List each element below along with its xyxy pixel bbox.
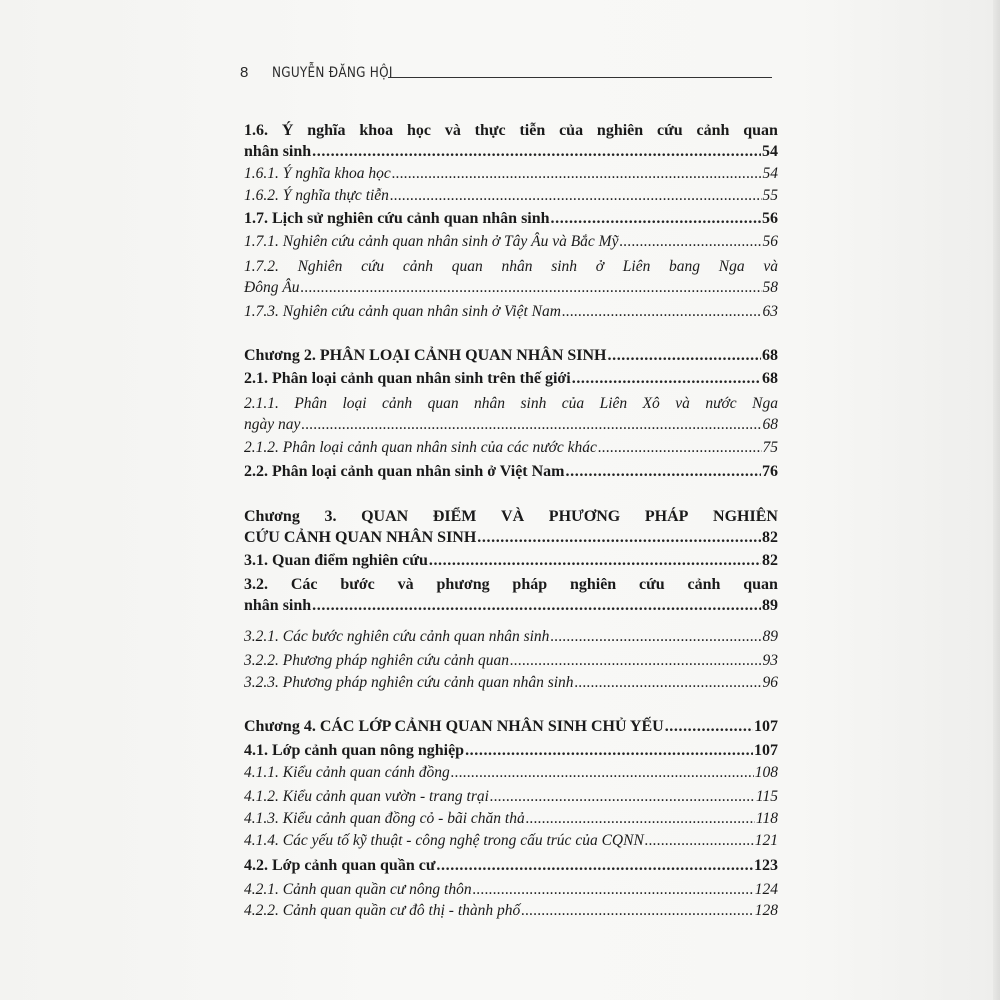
dot-leader <box>312 141 761 162</box>
dot-leader <box>575 672 762 693</box>
dot-leader <box>550 626 761 647</box>
toc-entry-page: 63 <box>762 303 778 320</box>
toc-entry-title: 4.2.2. Cảnh quan quần cư đô thị - thành phố <box>244 902 521 919</box>
toc-entry-page: 82 <box>762 552 778 569</box>
toc-entry <box>244 461 778 482</box>
toc-entry <box>244 716 778 737</box>
toc-entry-page: 115 <box>755 788 778 805</box>
toc-entry <box>244 437 778 458</box>
dot-leader <box>392 163 762 184</box>
toc-entry <box>244 393 778 435</box>
toc-entry-page: 89 <box>762 628 778 645</box>
toc-entry-title: 3.2.2. Phương pháp nghiên cứu cảnh quan <box>244 652 509 669</box>
toc-entry <box>244 231 778 252</box>
toc-entry <box>244 208 778 229</box>
toc-entry-title: 4.1. Lớp cảnh quan nông nghiệp <box>244 742 465 759</box>
toc-entry-title: 4.1.2. Kiểu cảnh quan vườn - trang trại <box>244 788 489 805</box>
toc-entry-page: 124 <box>754 881 778 898</box>
toc-entry <box>244 626 778 647</box>
dot-leader <box>473 879 754 900</box>
toc-entry <box>244 256 778 298</box>
toc-entry <box>244 808 778 829</box>
toc-entry-page: 107 <box>754 718 778 735</box>
toc-entry-page: 58 <box>762 279 778 296</box>
toc-entry <box>244 550 778 571</box>
toc-entry-page: 89 <box>762 597 778 614</box>
dot-leader <box>526 808 755 829</box>
toc-entry-title: 2.1.2. Phân loại cảnh quan nhân sinh của các nước khác <box>244 439 597 456</box>
toc-entry-title: Chương 2. PHÂN LOẠI CẢNH QUAN NHÂN SINH <box>244 347 607 364</box>
toc-entry <box>244 786 778 807</box>
dot-leader <box>477 527 761 548</box>
toc-entry-page: 82 <box>762 529 778 546</box>
dot-leader <box>390 185 762 206</box>
dot-leader <box>572 368 761 389</box>
toc-entry-title: Đông Âu <box>244 279 300 296</box>
toc-entry <box>244 762 778 783</box>
toc-entry-page: 56 <box>762 210 778 227</box>
toc-entry <box>244 672 778 693</box>
toc-entry <box>244 120 778 162</box>
toc-entry-title: Chương 4. CÁC LỚP CẢNH QUAN NHÂN SINH CHỦ YẾU <box>244 718 664 735</box>
dot-leader <box>665 716 753 737</box>
toc-entry-page: 93 <box>762 652 778 669</box>
toc-entry-title: 1.7.1. Nghiên cứu cảnh quan nhân sinh ở Tây Âu và Bắc Mỹ <box>244 233 619 250</box>
dot-leader <box>301 414 761 435</box>
dot-leader <box>301 277 762 298</box>
dot-leader <box>312 595 761 616</box>
toc-entry <box>244 368 778 389</box>
dot-leader <box>436 855 753 876</box>
dot-leader <box>451 762 754 783</box>
toc-entry-page: 128 <box>754 902 778 919</box>
toc-entry-page: 56 <box>762 233 778 250</box>
toc-entry <box>244 650 778 671</box>
toc-entry <box>244 900 778 921</box>
toc-entry <box>244 830 778 851</box>
toc-entry-page: 68 <box>762 416 778 433</box>
dot-leader <box>608 345 762 366</box>
dot-leader <box>619 231 761 252</box>
toc-entry <box>244 574 778 616</box>
toc-entry-page: 121 <box>754 832 778 849</box>
toc-entry-title: 2.1. Phân loại cảnh quan nhân sinh trên thế giới <box>244 370 571 387</box>
toc-entry-title: 4.2.1. Cảnh quan quần cư nông thôn <box>244 881 472 898</box>
toc-entry-title-line: 3.2. Các bước và phương pháp nghiên cứu cảnh quan <box>244 576 778 593</box>
toc-entry-title: 1.7. Lịch sử nghiên cứu cảnh quan nhân sinh <box>244 210 550 227</box>
toc-entry-page: 55 <box>762 187 778 204</box>
toc-entry-page: 68 <box>762 347 778 364</box>
toc-entry-page: 108 <box>754 764 778 781</box>
toc-entry-title: 1.6.2. Ý nghĩa thực tiễn <box>244 187 389 204</box>
toc-entry <box>244 506 778 548</box>
toc-entry-title: 3.2.3. Phương pháp nghiên cứu cảnh quan nhân sinh <box>244 674 574 691</box>
toc-entry <box>244 185 778 206</box>
toc-entry-title: 1.6.1. Ý nghĩa khoa học <box>244 165 391 182</box>
toc-entry <box>244 301 778 322</box>
dot-leader <box>490 786 755 807</box>
toc-entry-page: 68 <box>762 370 778 387</box>
toc-entry-title-line: 1.6. Ý nghĩa khoa học và thực tiễn của nghiên cứu cảnh quan <box>244 122 778 139</box>
toc-entry-title: 4.1.4. Các yếu tố kỹ thuật - công nghệ trong cấu trúc của CQNN <box>244 832 644 849</box>
dot-leader <box>429 550 761 571</box>
dot-leader <box>465 740 753 761</box>
dot-leader <box>562 301 762 322</box>
toc-entry-page: 96 <box>762 674 778 691</box>
running-header-author: NGUYỄN ĐĂNG HỘI <box>272 65 393 81</box>
page-number: 8 <box>240 64 249 81</box>
toc-entry-title-line: 2.1.1. Phân loại cảnh quan nhân sinh của Liên Xô và nước Nga <box>244 395 778 412</box>
toc-entry-page: 54 <box>762 165 778 182</box>
toc-entry-page: 118 <box>755 810 778 827</box>
toc-entry <box>244 855 778 876</box>
toc-entry-title: CỨU CẢNH QUAN NHÂN SINH <box>244 529 477 546</box>
toc-entry-page: 123 <box>754 857 778 874</box>
toc-entry-title: 4.1.1. Kiểu cảnh quan cánh đồng <box>244 764 450 781</box>
dot-leader <box>521 900 753 921</box>
toc-entry <box>244 163 778 184</box>
toc-entry <box>244 740 778 761</box>
toc-entry-title: 1.7.3. Nghiên cứu cảnh quan nhân sinh ở Việt Nam <box>244 303 561 320</box>
dot-leader <box>645 830 754 851</box>
toc-entry-title: 4.1.3. Kiểu cảnh quan đồng cỏ - bãi chăn thả <box>244 810 525 827</box>
toc-entry <box>244 345 778 366</box>
toc-entry-title: ngày nay <box>244 416 301 433</box>
toc-entry-title: nhân sinh <box>244 143 312 160</box>
toc-entry <box>244 879 778 900</box>
dot-leader <box>598 437 762 458</box>
dot-leader <box>566 461 761 482</box>
toc-entry-title: nhân sinh <box>244 597 312 614</box>
toc-entry-title: 3.2.1. Các bước nghiên cứu cảnh quan nhân sinh <box>244 628 550 645</box>
toc-entry-title: 2.2. Phân loại cảnh quan nhân sinh ở Việt Nam <box>244 463 565 480</box>
toc-entry-page: 54 <box>762 143 778 160</box>
toc-entry-page: 107 <box>754 742 778 759</box>
toc-entry-title-line: Chương 3. QUAN ĐIỂM VÀ PHƯƠNG PHÁP NGHIÊN <box>244 508 778 525</box>
toc-entry-title: 4.2. Lớp cảnh quan quần cư <box>244 857 436 874</box>
dot-leader <box>551 208 761 229</box>
toc-entry-page: 76 <box>762 463 778 480</box>
toc-entry-title: 3.1. Quan điểm nghiên cứu <box>244 552 428 569</box>
toc-entry-page: 75 <box>762 439 778 456</box>
toc-entry-title-line: 1.7.2. Nghiên cứu cảnh quan nhân sinh ở Liên bang Nga và <box>244 258 778 275</box>
dot-leader <box>510 650 762 671</box>
